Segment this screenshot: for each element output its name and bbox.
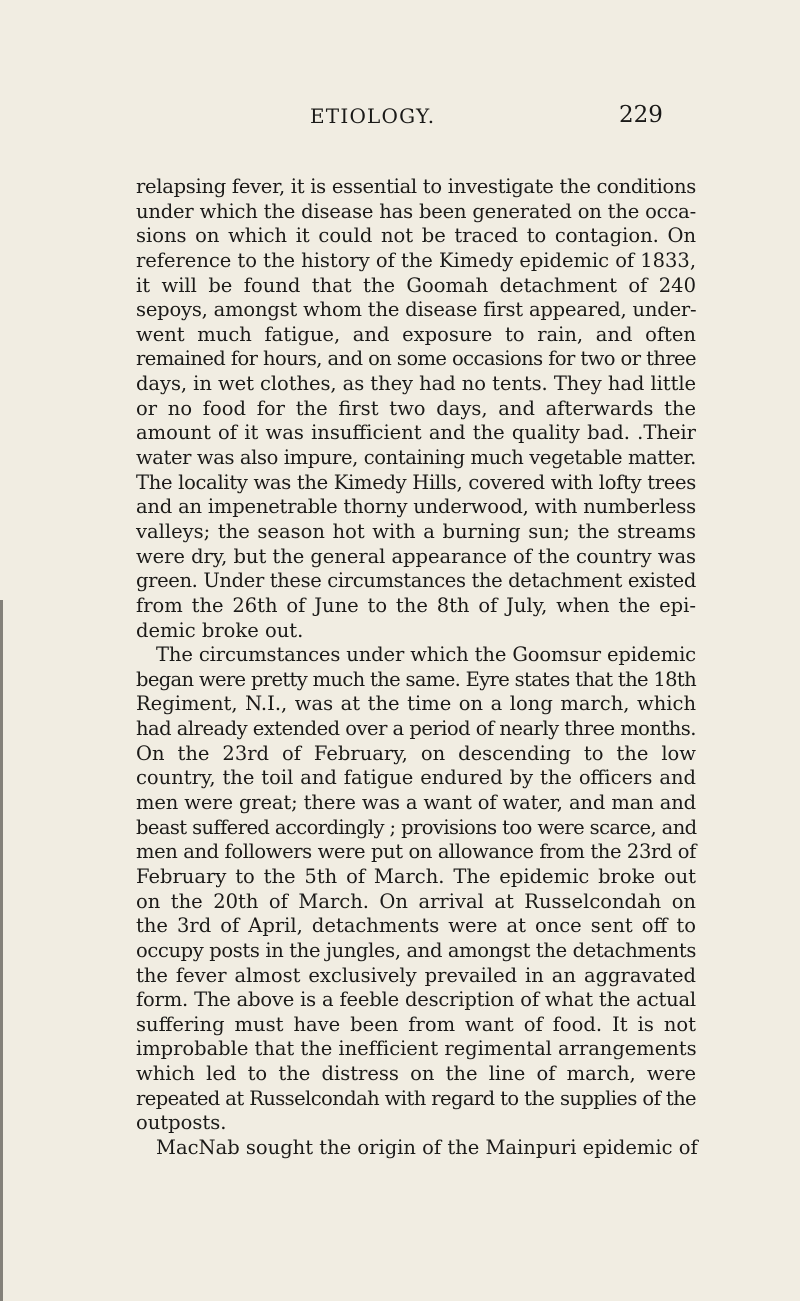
text-line: or no food for the first two days, and afterwards the <box>136 396 696 420</box>
text-line: country, the toil and fatigue endured by the officers and <box>136 766 696 790</box>
text-line: repeated at Russelcondah with regard to the supplies of the <box>136 1086 696 1110</box>
text-line: the fever almost exclusively prevailed in an aggravated <box>136 963 696 987</box>
text-line: The circumstances under which the Goomsur epidemic <box>156 643 696 667</box>
text-line: under which the disease has been generated on the occa- <box>136 199 696 223</box>
text-line: the 3rd of April, detachments were at once sent off to <box>136 914 696 938</box>
text-line: sions on which it could not be traced to contagion. On <box>136 224 696 248</box>
text-line: beast suffered accordingly ; provisions too were scarce, and <box>136 815 697 839</box>
text-line: from the 26th of June to the 8th of July, when the epi- <box>136 593 696 617</box>
text-line: The locality was the Kimedy Hills, covered with lofty trees <box>136 470 696 494</box>
text-line: improbable that the inefficient regimental arrangements <box>136 1037 697 1061</box>
text-line: went much fatigue, and exposure to rain, and often <box>136 322 696 346</box>
text-line: men were great; there was a want of water, and man and <box>136 791 696 815</box>
text-line: green. Under these circumstances the detachment existed <box>136 569 696 593</box>
text-line: and an impenetrable thorny underwood, with numberless <box>136 495 696 519</box>
text-line: form. The above is a feeble description of what the actual <box>136 988 696 1012</box>
text-line: sepoys, amongst whom the disease first appeared, under- <box>136 298 697 322</box>
text-line: which led to the distress on the line of march, were <box>136 1062 696 1086</box>
text-line: remained for hours, and on some occasions for two or three <box>136 347 696 371</box>
text-line: relapsing fever, it is essential to investigate the conditions <box>136 175 696 198</box>
page-header <box>0 100 800 134</box>
text-line: had already extended over a period of nearly three months. <box>136 717 696 741</box>
text-line: On the 23rd of February, on descending to the low <box>136 741 696 765</box>
text-line: MacNab sought the origin of the Mainpuri epidemic of <box>156 1135 698 1159</box>
text-line: began were pretty much the same. Eyre states that the 18th <box>136 667 696 691</box>
text-line: suffering must have been from want of food. It is not <box>136 1012 696 1036</box>
text-line: on the 20th of March. On arrival at Russelcondah on <box>136 889 696 913</box>
text-line: it will be found that the Goomah detachment of 240 <box>136 273 696 297</box>
page-edge-shadow <box>0 600 3 1301</box>
body-text <box>136 175 696 1161</box>
text-line: days, in wet clothes, as they had no tents. They had little <box>136 372 696 396</box>
running-head: ETIOLOGY. <box>310 104 436 128</box>
text-line: reference to the history of the Kimedy epidemic of 1833, <box>136 248 696 272</box>
text-line: were dry, but the general appearance of the country was <box>136 544 696 568</box>
text-line: Regiment, N.I., was at the time on a long march, which <box>136 692 696 716</box>
text-line: February to the 5th of March. The epidemic broke out <box>136 864 696 888</box>
text-line: men and followers were put on allowance from the 23rd of <box>136 840 696 864</box>
text-line: water was also impure, containing much vegetable matter. <box>136 446 696 470</box>
text-line: valleys; the season hot with a burning sun; the streams <box>136 519 696 543</box>
text-line: amount of it was insufficient and the quality bad. .Their <box>136 421 696 445</box>
text-line: outposts. <box>136 1111 227 1135</box>
page-number: 229 <box>619 102 663 128</box>
text-line: demic broke out. <box>136 618 304 642</box>
text-line: occupy posts in the jungles, and amongst the detachments <box>136 938 696 962</box>
